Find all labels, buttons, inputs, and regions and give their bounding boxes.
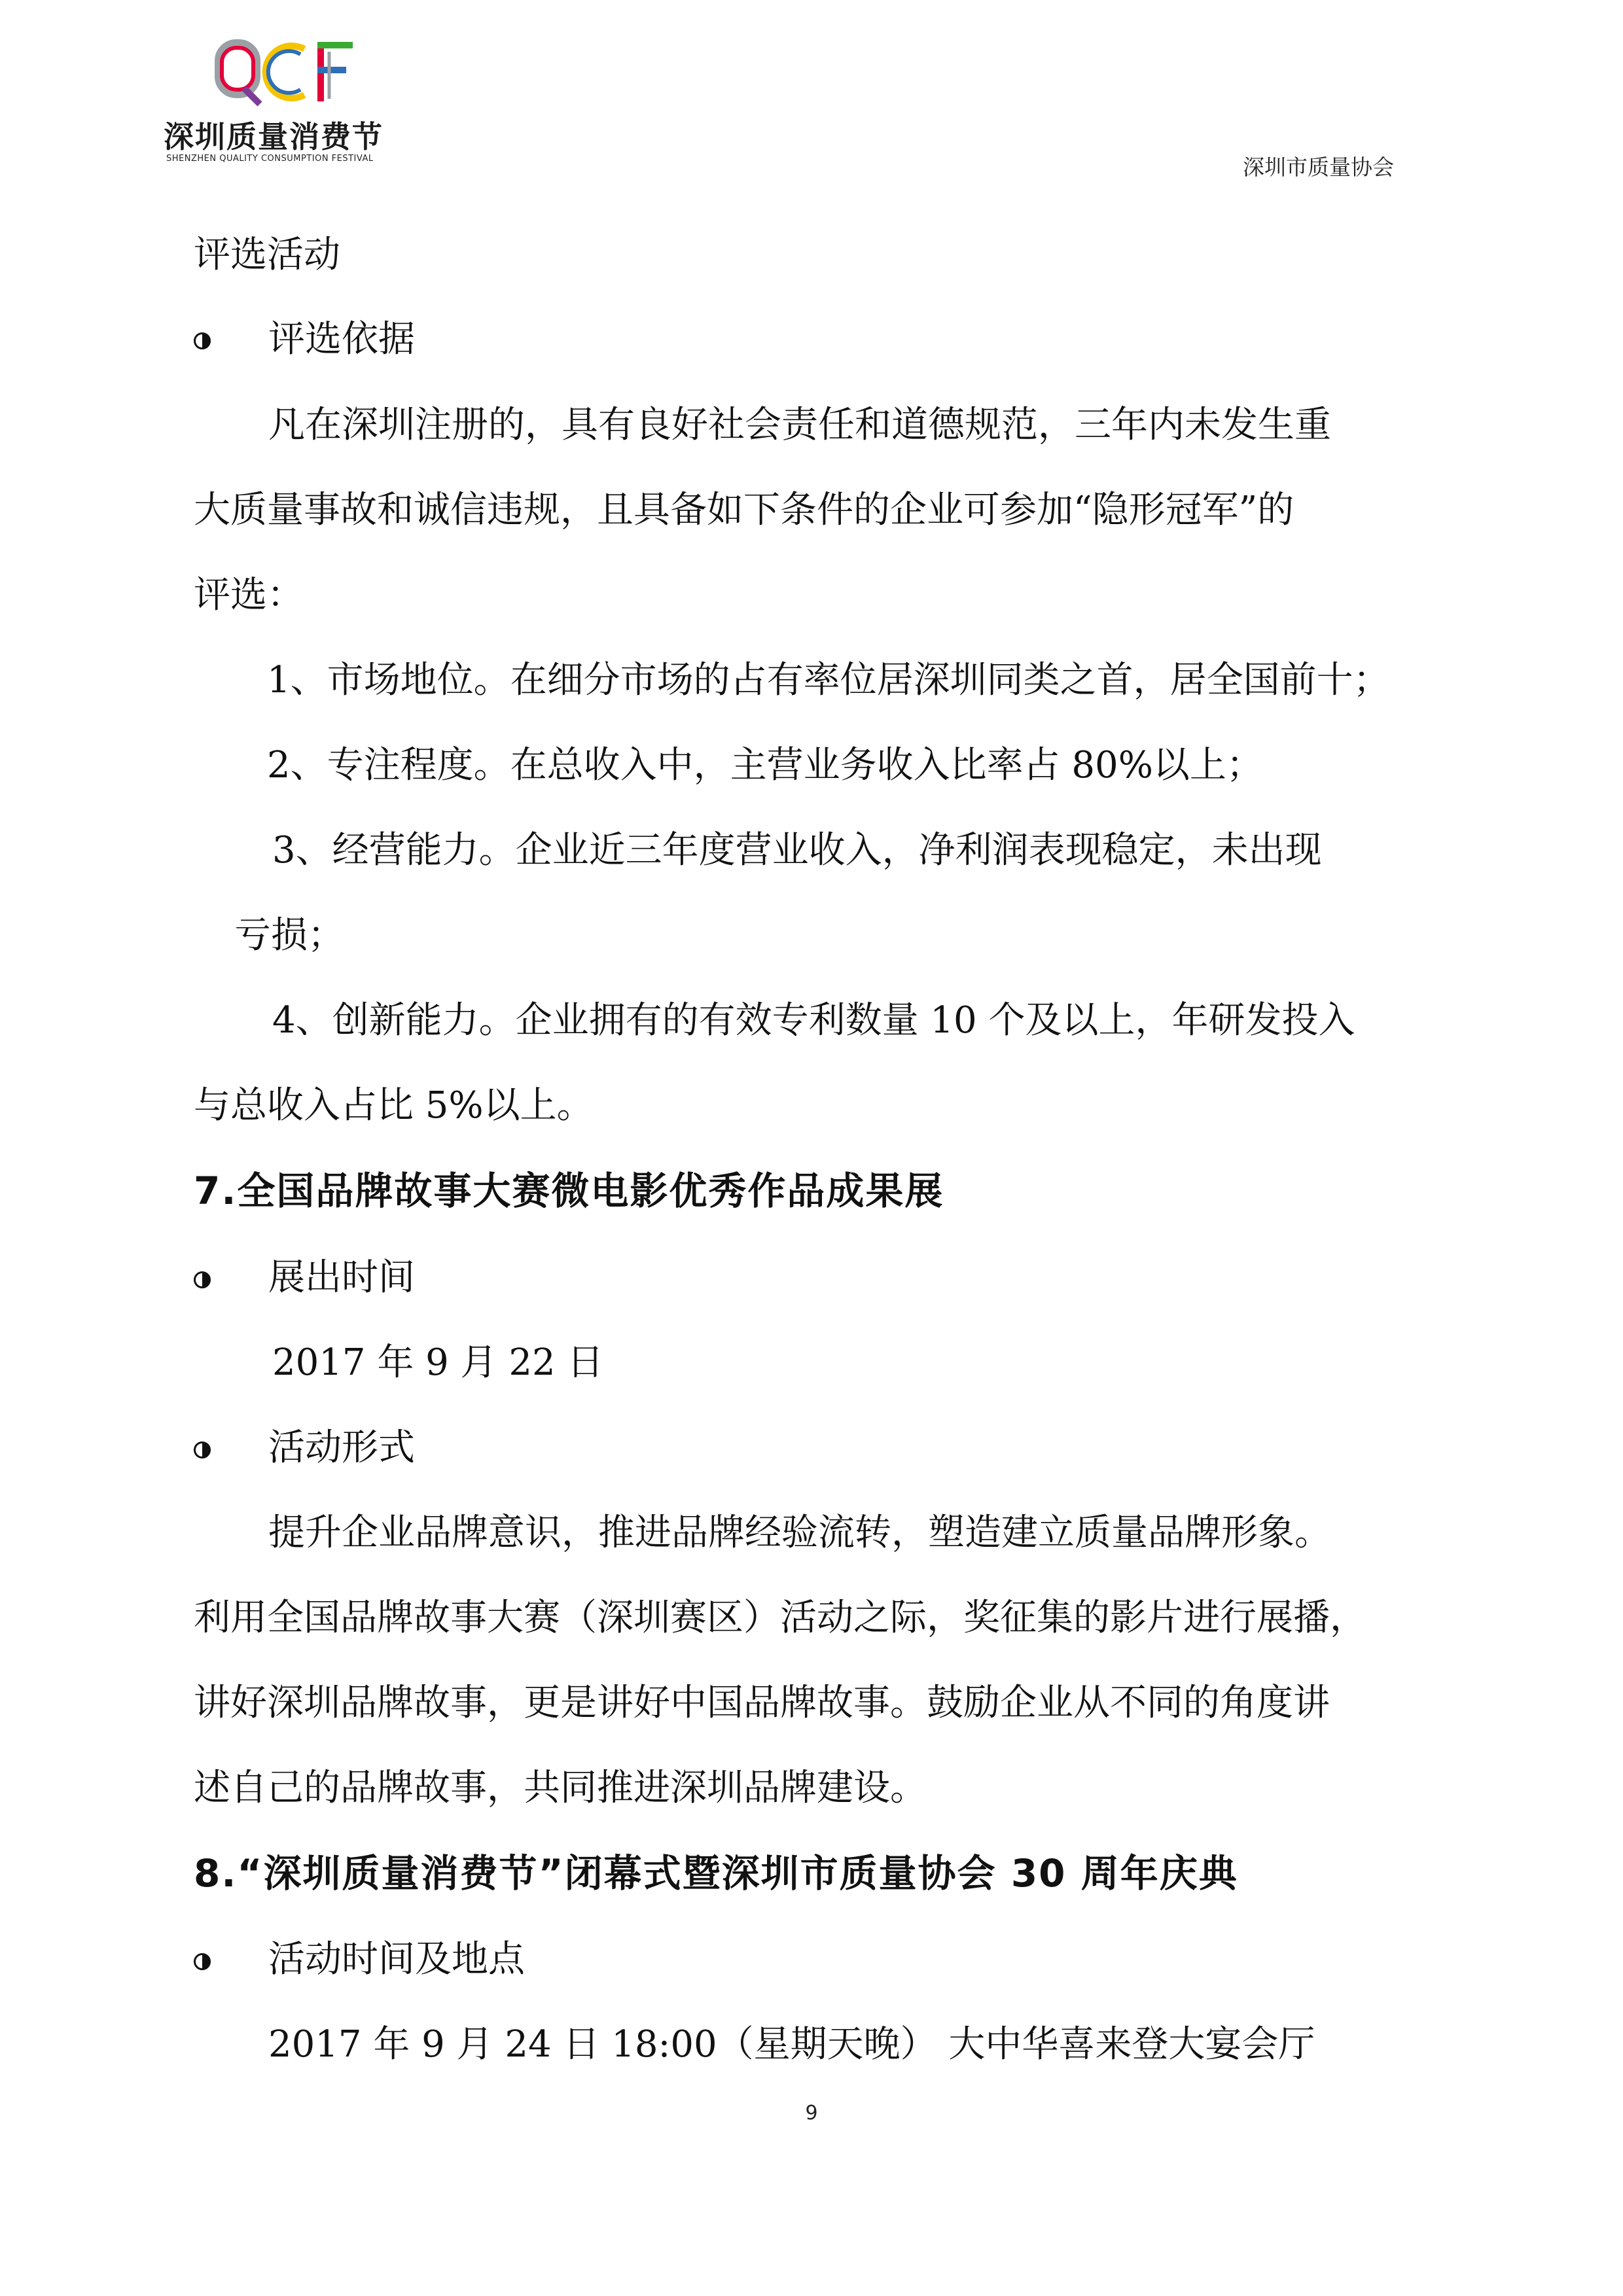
list-item: 2、专注程度。在总收入中，主营业务收入比率占 80%以上； [267,744,1263,786]
half-circle-bullet-icon [194,332,211,349]
logo-text-en: SHENZHEN QUALITY CONSUMPTION FESTIVAL [166,154,374,164]
date-text: 2017 年 9 月 22 日 [272,1341,604,1384]
half-circle-bullet-icon [194,1441,211,1458]
paragraph-line: 利用全国品牌故事大赛（深圳赛区）活动之际，奖征集的影片进行展播， [194,1597,1366,1639]
paragraph-line: 述自己的品牌故事，共同推进深圳品牌建设。 [194,1767,927,1809]
paragraph-line: 凡在深圳注册的，具有良好社会责任和道德规范，三年内未发生重 [268,404,1331,446]
list-item: 1、市场地位。在细分市场的占有率位居深圳同类之首，居全国前十； [267,659,1390,701]
logo-text-cn: 深圳质量消费节 [164,119,383,154]
festival-logo [164,36,399,173]
half-circle-bullet-icon [194,1953,211,1970]
paragraph-line: 讲好深圳品牌故事，更是讲好中国品牌故事。鼓励企业从不同的角度讲 [194,1682,1330,1724]
half-circle-bullet-icon [194,1271,211,1288]
list-item-continuation: 与总收入占比 5%以上。 [194,1084,594,1127]
bullet-heading: 展出时间 [268,1256,415,1299]
bullet-heading: 活动形式 [268,1426,415,1469]
section-heading-8: 8.“深圳质量消费节”闭幕式暨深圳市质量协会 30 周年庆典 [194,1851,1238,1896]
list-item: 3、经营能力。企业近三年度营业收入，净利润表现稳定，未出现 [272,829,1322,872]
bullet-heading: 评选依据 [268,318,415,361]
bullet-heading: 活动时间及地点 [268,1938,525,1981]
section-heading-7: 7.全国品牌故事大赛微电影优秀作品成果展 [194,1169,944,1213]
list-item: 4、创新能力。企业拥有的有效专利数量 10 个及以上，年研发投入 [272,999,1355,1042]
list-item-continuation: 亏损； [234,914,344,957]
section-label: 评选活动 [194,234,340,276]
qcf-logo-icon [213,36,357,111]
paragraph-line: 大质量事故和诚信违规，且具备如下条件的企业可参加“隐形冠军”的 [194,489,1294,531]
header-organization: 深圳市质量协会 [1243,154,1394,180]
paragraph-line: 提升企业品牌意识，推进品牌经验流转，塑造建立质量品牌形象。 [268,1511,1331,1554]
page-number: 9 [805,2102,818,2125]
date-location-text: 2017 年 9 月 24 日 18:00（星期天晚） 大中华喜来登大宴会厅 [268,2023,1315,2066]
paragraph-line: 评选： [194,574,304,616]
